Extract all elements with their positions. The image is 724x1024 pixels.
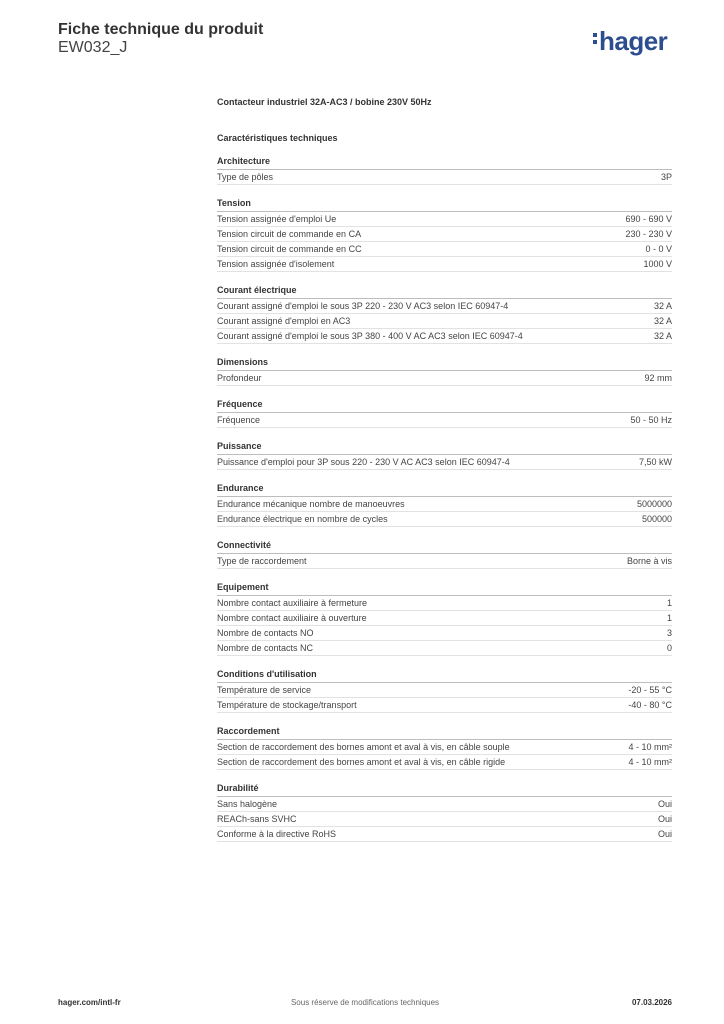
- spec-value: 32 A: [653, 316, 672, 326]
- spec-label: Type de raccordement: [217, 556, 307, 566]
- section-title: Durabilité: [217, 783, 672, 797]
- spec-row: [217, 554, 672, 569]
- section-title: Dimensions: [217, 357, 672, 371]
- section-title: Courant électrique: [217, 285, 672, 299]
- spec-row: [217, 740, 672, 755]
- spec-row: [217, 170, 672, 185]
- spec-value: 690 - 690 V: [625, 214, 672, 224]
- spec-row: [217, 455, 672, 470]
- logo-text: hager: [599, 26, 668, 56]
- product-reference: EW032_J: [58, 39, 128, 56]
- section-title: Equipement: [217, 582, 672, 596]
- spec-row: [217, 329, 672, 344]
- spec-row: [217, 212, 672, 227]
- spec-section: [217, 156, 672, 185]
- footer-date: 07.03.2026: [631, 998, 672, 1007]
- spec-value: 4 - 10 mm²: [628, 742, 672, 752]
- spec-label: Température de service: [217, 685, 312, 695]
- section-title: Tension: [217, 198, 672, 212]
- spec-row: [217, 299, 672, 314]
- spec-value: 0 - 0 V: [645, 244, 672, 254]
- spec-label: Nombre contact auxiliaire à fermeture: [217, 598, 368, 608]
- spec-section: [217, 540, 672, 569]
- spec-content: [217, 96, 672, 842]
- spec-value: 1: [666, 598, 672, 608]
- spec-sections: [217, 156, 672, 842]
- spec-row: [217, 683, 672, 698]
- section-title: Raccordement: [217, 726, 672, 740]
- spec-label: Nombre de contacts NO: [217, 628, 314, 638]
- spec-row: [217, 797, 672, 812]
- spec-label: Courant assigné d'emploi le sous 3P 220 - 230 V AC3 selon IEC 60947-4: [217, 301, 509, 311]
- spec-row: [217, 827, 672, 842]
- spec-row: [217, 257, 672, 272]
- section-title: Endurance: [217, 483, 672, 497]
- logo-dots-icon: [593, 30, 597, 47]
- spec-value: -20 - 55 °C: [628, 685, 672, 695]
- spec-label: Tension assignée d'emploi Ue: [217, 214, 337, 224]
- spec-label: Tension circuit de commande en CA: [217, 229, 362, 239]
- spec-label: Endurance électrique en nombre de cycles: [217, 514, 388, 524]
- spec-row: [217, 227, 672, 242]
- spec-section: [217, 669, 672, 713]
- spec-value: 7,50 kW: [638, 457, 672, 467]
- spec-section: [217, 783, 672, 842]
- spec-section: [217, 441, 672, 470]
- spec-row: [217, 314, 672, 329]
- spec-value: 230 - 230 V: [625, 229, 672, 239]
- spec-label: Courant assigné d'emploi en AC3: [217, 316, 351, 326]
- spec-section: [217, 198, 672, 272]
- spec-label: Tension circuit de commande en CC: [217, 244, 362, 254]
- spec-label: Courant assigné d'emploi le sous 3P 380 - 400 V AC AC3 selon IEC 60947-4: [217, 331, 523, 341]
- spec-value: 3: [666, 628, 672, 638]
- spec-value: 500000: [641, 514, 672, 524]
- section-title: Conditions d'utilisation: [217, 669, 672, 683]
- section-title: Architecture: [217, 156, 672, 170]
- footer-site-link[interactable]: hager.com/intl-fr: [58, 998, 121, 1007]
- spec-section: [217, 399, 672, 428]
- spec-row: [217, 641, 672, 656]
- spec-row: [217, 371, 672, 386]
- spec-label: Profondeur: [217, 373, 262, 383]
- spec-label: Fréquence: [217, 415, 261, 425]
- spec-label: Nombre de contacts NC: [217, 643, 314, 653]
- spec-row: [217, 626, 672, 641]
- spec-section: [217, 483, 672, 527]
- spec-label: Température de stockage/transport: [217, 700, 357, 710]
- spec-section: [217, 726, 672, 770]
- hager-logo: [593, 28, 667, 54]
- footer-note: Sous réserve de modifications techniques: [290, 998, 440, 1007]
- section-title: Fréquence: [217, 399, 672, 413]
- spec-section: [217, 582, 672, 656]
- spec-label: Conforme à la directive RoHS: [217, 829, 337, 839]
- spec-label: Tension assignée d'isolement: [217, 259, 335, 269]
- spec-label: Type de pôles: [217, 172, 274, 182]
- spec-value: 3P: [660, 172, 672, 182]
- spec-section: [217, 357, 672, 386]
- spec-label: Section de raccordement des bornes amont et aval à vis, en câble souple: [217, 742, 510, 752]
- spec-value: 32 A: [653, 301, 672, 311]
- spec-value: 0: [666, 643, 672, 653]
- spec-label: Nombre contact auxiliaire à ouverture: [217, 613, 367, 623]
- spec-value: 50 - 50 Hz: [630, 415, 672, 425]
- spec-value: 1: [666, 613, 672, 623]
- spec-value: -40 - 80 °C: [628, 700, 672, 710]
- spec-row: [217, 512, 672, 527]
- spec-value: 4 - 10 mm²: [628, 757, 672, 767]
- product-description: Contacteur industriel 32A-AC3 / bobine 230V 50Hz: [217, 97, 432, 107]
- spec-row: [217, 755, 672, 770]
- page-title: Fiche technique du produit: [58, 21, 264, 38]
- spec-row: [217, 497, 672, 512]
- spec-row: [217, 812, 672, 827]
- spec-row: [217, 242, 672, 257]
- spec-value: Oui: [657, 814, 672, 824]
- spec-section: [217, 285, 672, 344]
- spec-label: Endurance mécanique nombre de manoeuvres: [217, 499, 405, 509]
- section-title: Puissance: [217, 441, 672, 455]
- section-title: Connectivité: [217, 540, 672, 554]
- spec-label: Section de raccordement des bornes amont et aval à vis, en câble rigide: [217, 757, 506, 767]
- spec-value: 92 mm: [644, 373, 672, 383]
- spec-value: 5000000: [636, 499, 672, 509]
- spec-value: 32 A: [653, 331, 672, 341]
- spec-value: 1000 V: [643, 259, 672, 269]
- spec-label: Puissance d'emploi pour 3P sous 220 - 230 V AC AC3 selon IEC 60947-4: [217, 457, 510, 467]
- spec-label: Sans halogène: [217, 799, 278, 809]
- spec-row: [217, 698, 672, 713]
- spec-value: Oui: [657, 799, 672, 809]
- spec-value: Borne à vis: [626, 556, 672, 566]
- tech-heading: Caractéristiques techniques: [217, 133, 338, 143]
- spec-row: [217, 611, 672, 626]
- spec-row: [217, 596, 672, 611]
- spec-label: REACh-sans SVHC: [217, 814, 297, 824]
- spec-row: [217, 413, 672, 428]
- spec-value: Oui: [657, 829, 672, 839]
